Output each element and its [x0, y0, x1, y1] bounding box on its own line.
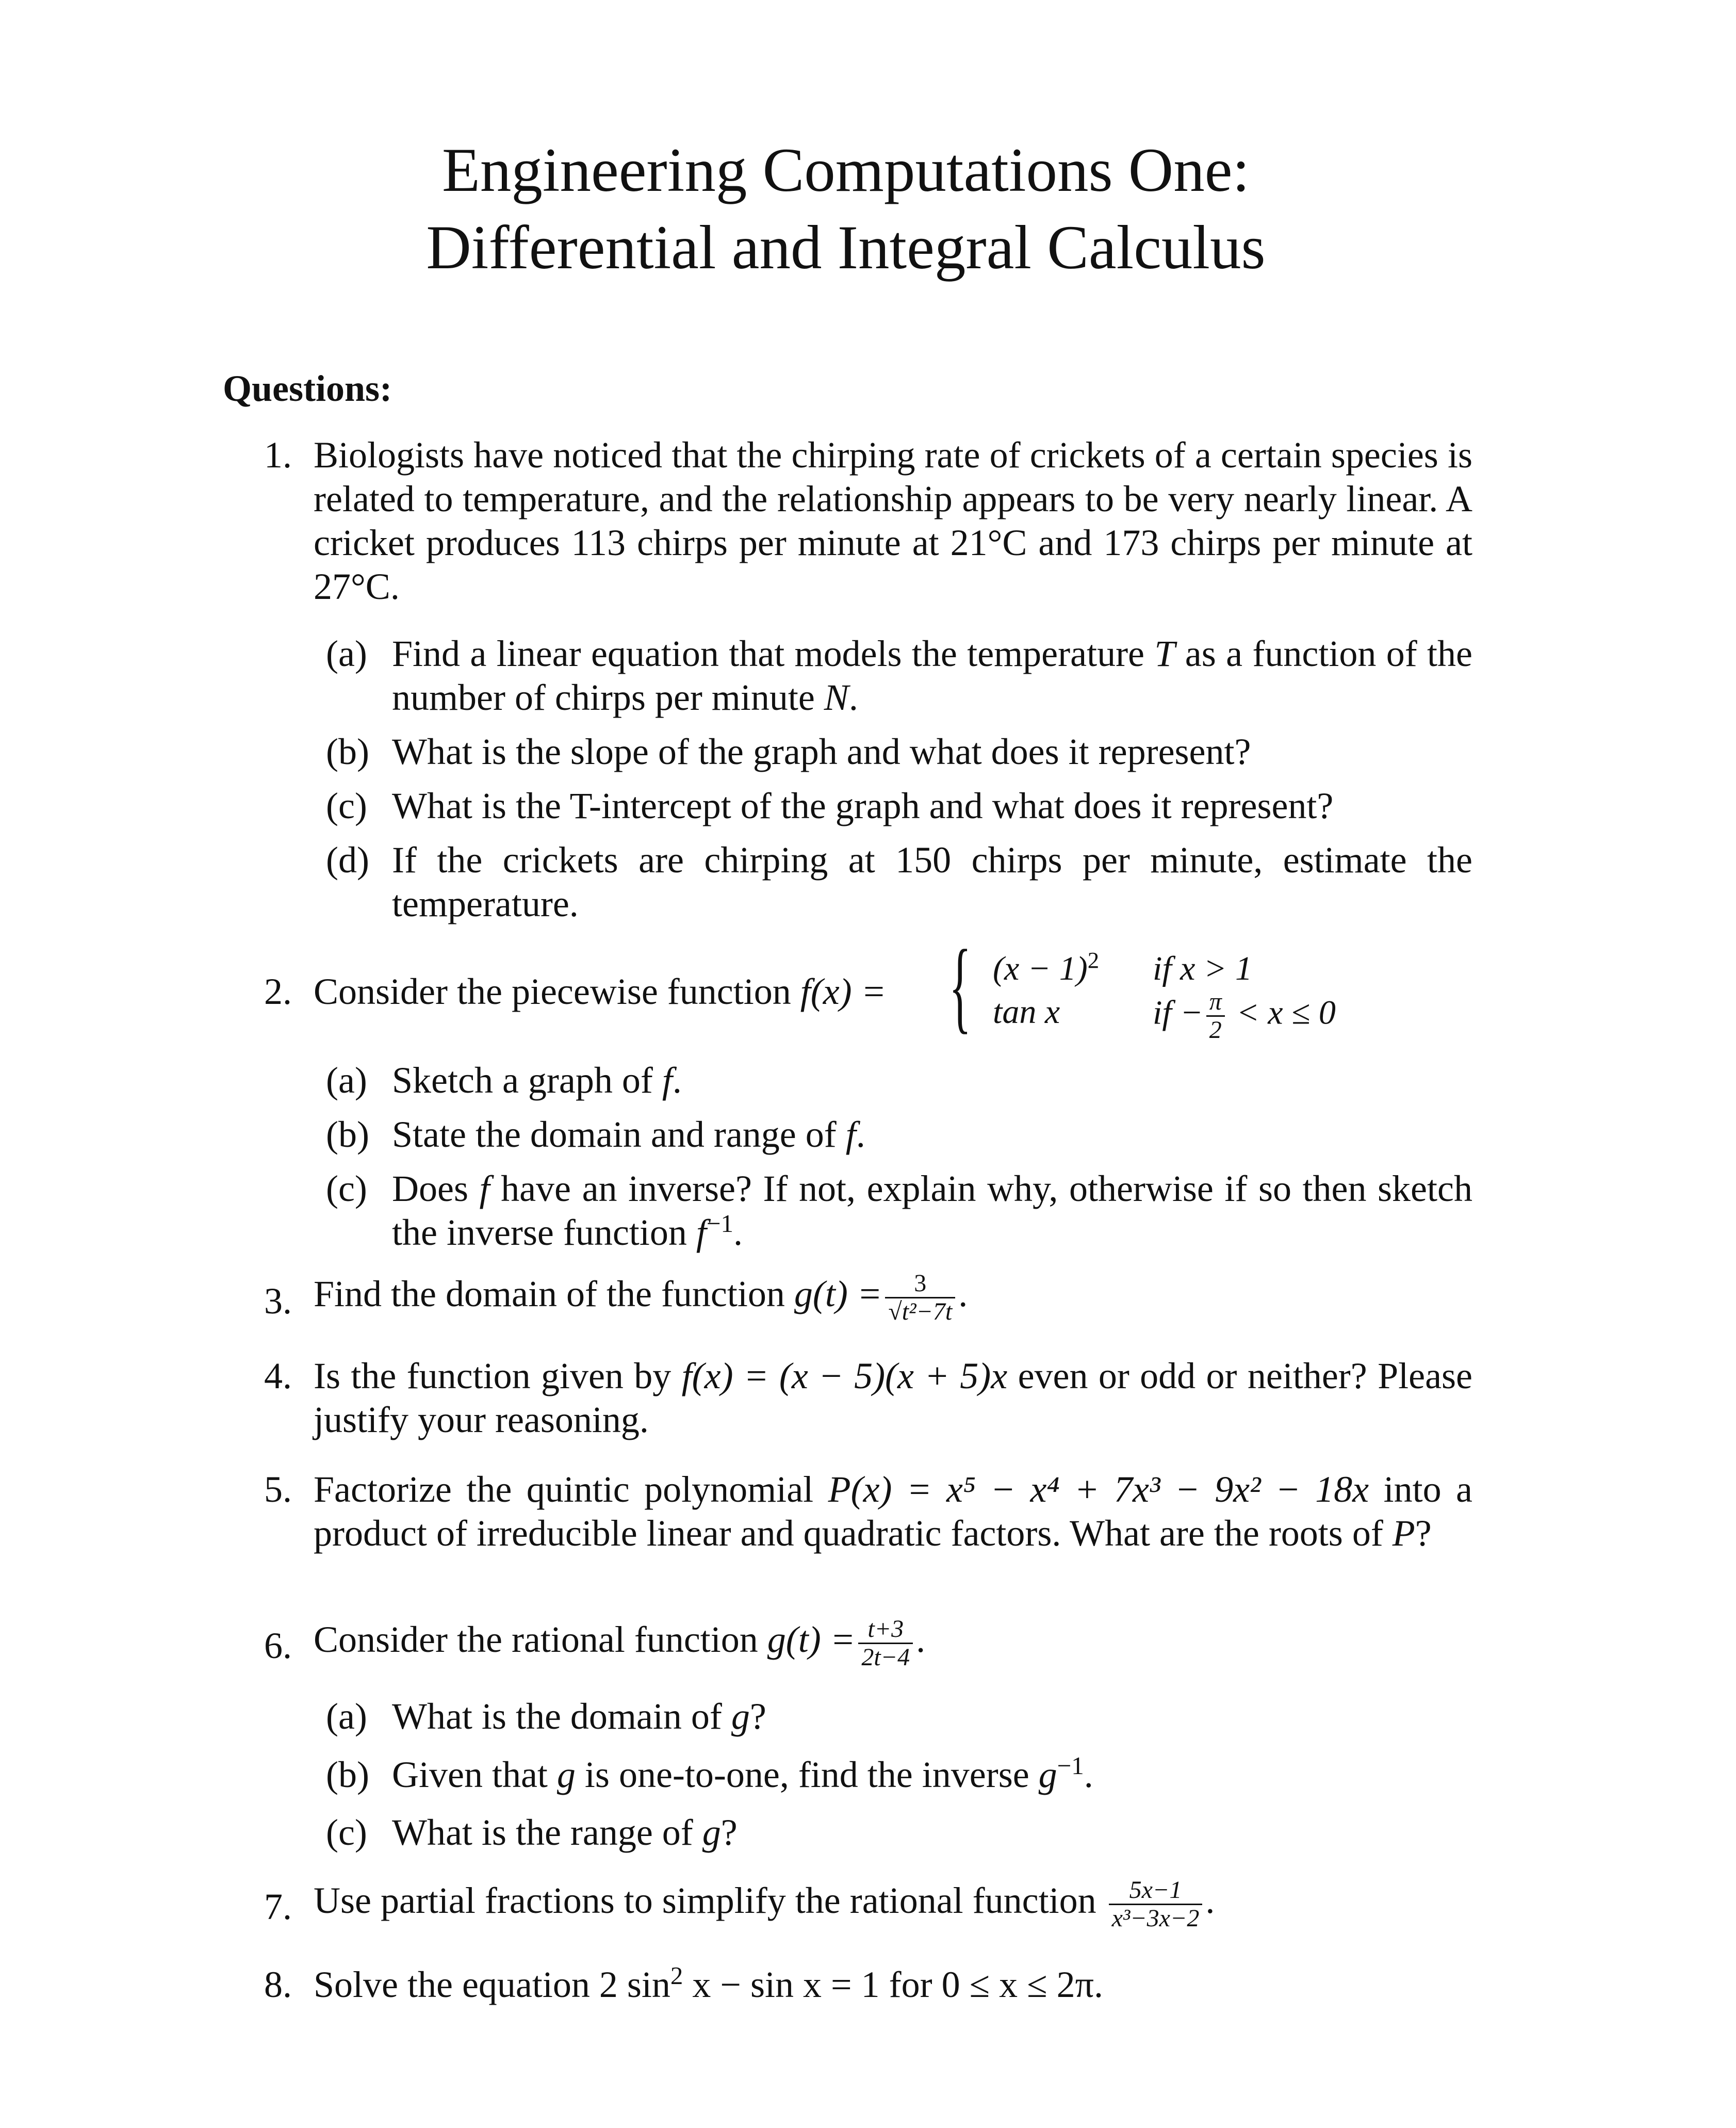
q2-case1-cond: if x > 1 [1153, 950, 1253, 987]
q2-two: 2 [1206, 1015, 1225, 1044]
q3-lhs: g(t) = [794, 1273, 882, 1315]
q2c-end: . [733, 1212, 743, 1253]
q2-lead [314, 970, 886, 1014]
q6-end: . [916, 1619, 926, 1661]
q3-number: 3. [264, 1280, 292, 1322]
q6a-part: What is the domain of [392, 1696, 731, 1737]
q5-number: 5. [264, 1469, 292, 1510]
q2c-text [392, 1167, 1472, 1255]
q1b-label: (b) [326, 731, 369, 772]
q6-fraction [858, 1616, 913, 1671]
q2c-part2: have an inverse? If not, explain why, otherwise if so then sketch the inverse function [392, 1168, 1472, 1253]
q8-part1: Solve the equation 2 sin [314, 1964, 670, 2005]
q7-lead: Use partial fractions to simplify the rational function [314, 1880, 1106, 1922]
q7-fraction [1109, 1877, 1203, 1932]
q5-var: P [1392, 1513, 1415, 1554]
q1-text: Biologists have noticed that the chirping rate of crickets of a certain species is related to temperature, and the relationship appears to be very nearly linear. A cricket produces 113 chirps per minute at 21°C and 173 chirps per minute at 27°C. [314, 434, 1472, 607]
q1a-part2: as a function of the number of chirps per minute [392, 633, 1473, 718]
title-line-1: Engineering Computations One: [441, 136, 1250, 205]
q3-fraction [885, 1270, 955, 1325]
q1a-label: (a) [326, 633, 367, 674]
q3-num: 3 [914, 1270, 927, 1297]
q4-text [314, 1354, 1472, 1442]
q1d-text: If the crickets are chirping at 150 chirps per minute, estimate the temperature. [392, 839, 1472, 924]
q2-case2-expr: tan x [993, 993, 1060, 1031]
q2-number: 2. [264, 971, 292, 1012]
document-title [0, 132, 1692, 286]
q2-brace: { [949, 929, 972, 1043]
q2a-end: . [672, 1060, 682, 1101]
q8-text [314, 1963, 1103, 2007]
q8-part2: x − sin x = 1 for 0 ≤ x ≤ 2π. [683, 1964, 1103, 2005]
q5-tail: into a product of irreducible linear and quadratic factors. What are the roots of [314, 1469, 1473, 1554]
q6b-part1: Given that [392, 1754, 557, 1795]
q8-exp: 2 [670, 1961, 683, 1990]
q2b-label: (b) [326, 1114, 369, 1155]
q1a-text [392, 632, 1472, 720]
q2c-inv: f [696, 1212, 707, 1253]
q2-case2-cond [1153, 988, 1336, 1044]
q7-end: . [1205, 1880, 1215, 1922]
q2b-part: State the domain and range of [392, 1114, 846, 1155]
q5-text [314, 1468, 1472, 1555]
q2-case2-cond-b: < x ≤ 0 [1227, 994, 1336, 1032]
q3-end: . [958, 1273, 968, 1315]
q5-lead: Factorize the quintic polynomial [314, 1469, 828, 1510]
q2-case1-exp: 2 [1087, 947, 1100, 973]
q6b-label: (b) [326, 1754, 369, 1795]
q6b-inv: g [1038, 1754, 1057, 1795]
q2c-label: (c) [326, 1168, 367, 1209]
q2a-part: Sketch a graph of [392, 1060, 662, 1101]
q1a-part1: Find a linear equation that models the temperature [392, 633, 1155, 674]
q3-lead: Find the domain of the function [314, 1273, 794, 1315]
q2b-end: . [856, 1114, 865, 1155]
q2-case1-base: (x − 1) [993, 950, 1088, 987]
q6b-end: . [1084, 1754, 1093, 1795]
q2-lhs: f(x) = [800, 971, 887, 1012]
q6-lhs: g(t) = [767, 1619, 856, 1661]
q6a-end: ? [749, 1696, 766, 1737]
q4-number: 4. [264, 1355, 292, 1396]
q4-tail: even or odd or neither? Please justify your reasoning. [314, 1355, 1473, 1440]
q6b-part2: is one-to-one, find the inverse [575, 1754, 1039, 1795]
q7-number: 7. [264, 1886, 292, 1927]
q6-num: t+3 [867, 1615, 904, 1643]
q1a-part3: . [848, 677, 858, 718]
q2c-part1: Does [392, 1168, 480, 1209]
q6a-text [392, 1695, 1472, 1739]
q1a-var-t: T [1154, 633, 1175, 674]
q2-pi-over-2 [1206, 988, 1225, 1044]
q6c-label: (c) [326, 1812, 367, 1853]
q2c-var: f [479, 1168, 490, 1209]
title-line-2: Differential and Integral Calculus [426, 213, 1266, 282]
q6b-text [392, 1753, 1472, 1797]
q4-expr: f(x) = (x − 5)(x + 5)x [681, 1355, 1008, 1396]
q6b-var: g [556, 1754, 576, 1795]
q7-text [314, 1877, 1215, 1932]
q6-number: 6. [264, 1625, 292, 1666]
q2-lead-text: Consider the piecewise function [314, 971, 800, 1012]
q3-den: √t²−7t [885, 1297, 955, 1325]
q2b-var: f [845, 1114, 856, 1155]
questions-heading: Questions: [223, 368, 392, 409]
q2a-text [392, 1059, 1472, 1102]
q2a-var: f [662, 1060, 673, 1101]
q2-case1-expr [993, 948, 1099, 989]
q6b-inv-exp: −1 [1057, 1751, 1084, 1780]
q1d-label: (d) [326, 839, 369, 881]
q7-den: x³−3x−2 [1109, 1904, 1203, 1932]
q1a-var-n: N [824, 677, 849, 718]
q2c-inv-exp: −1 [706, 1209, 733, 1238]
q1c-label: (c) [326, 785, 367, 826]
q2-pi: π [1209, 988, 1222, 1015]
q6-lead: Consider the rational function [314, 1619, 767, 1661]
q1-number: 1. [264, 434, 292, 476]
q2a-label: (a) [326, 1060, 367, 1101]
q2-case2-cond-a: if − [1153, 994, 1203, 1032]
q1b-text: What is the slope of the graph and what does it represent? [392, 731, 1251, 772]
q6-text [314, 1616, 925, 1671]
q6-den: 2t−4 [858, 1643, 913, 1671]
q6c-text [392, 1811, 1472, 1855]
q6c-end: ? [720, 1812, 738, 1853]
q4-lead: Is the function given by [314, 1355, 682, 1396]
q6a-label: (a) [326, 1696, 367, 1737]
q8-number: 8. [264, 1964, 292, 2005]
q5-end: ? [1415, 1513, 1432, 1554]
q6c-var: g [702, 1812, 721, 1853]
q7-num: 5x−1 [1129, 1876, 1182, 1904]
q6a-var: g [731, 1696, 750, 1737]
q2b-text [392, 1113, 1472, 1157]
q5-expr: P(x) = x⁵ − x⁴ + 7x³ − 9x² − 18x [828, 1469, 1369, 1510]
q3-text [314, 1270, 968, 1325]
q6c-part: What is the range of [392, 1812, 702, 1853]
q1c-text: What is the T-intercept of the graph and what does it represent? [392, 785, 1334, 826]
